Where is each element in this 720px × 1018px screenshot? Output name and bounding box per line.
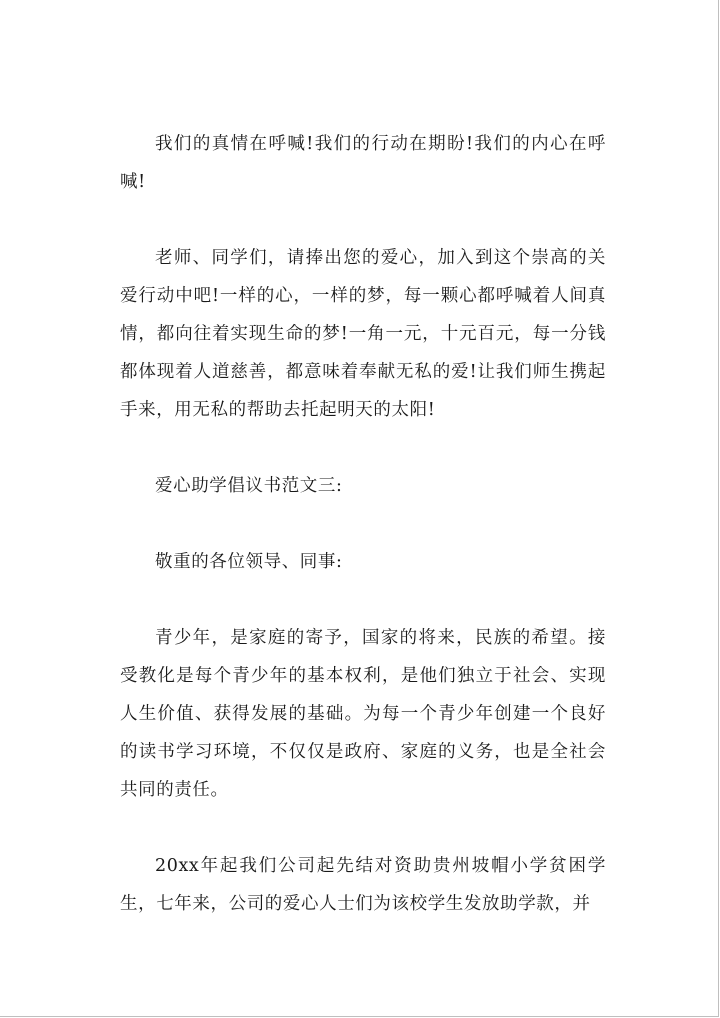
paragraph-gap [120, 201, 606, 239]
paragraph-gap [120, 505, 606, 543]
paragraph-call-to-heart: 我们的真情在呼喊!我们的行动在期盼!我们的内心在呼喊! [120, 134, 606, 192]
section-heading: 爱心助学倡议书范文三: [155, 476, 343, 496]
paragraph-appeal-teachers-students: 老师、同学们，请捧出您的爱心，加入到这个崇高的关爱行动中吧!一样的心，一样的梦，每一颗心都呼喊着人间真情，都向往着实现生命的梦!一角一元，十元百元，每一分钱都体现着人道慈善，都意味着奉献无私的爱!让我们师生携起手来，用无私的帮助去托起明天的太阳! [120, 248, 606, 420]
document-body [120, 125, 606, 923]
salutation: 敬重的各位领导、同事: [155, 552, 343, 572]
paragraph-gap [120, 429, 606, 467]
paragraph-youth-education: 青少年，是家庭的寄予，国家的将来，民族的希望。接受教化是每个青少年的基本权利，是他们独立于社会、实现人生价值、获得发展的基础。为每一个青少年创建一个良好的读书学习环境，不仅仅是政府、家庭的义务，也是全社会共同的责任。 [120, 628, 606, 800]
paragraph-company-sponsorship: 20xx年起我们公司起先结对资助贵州坡帽小学贫困学生，七年来，公司的爱心人士们为该校学生发放助学款，并 [120, 856, 606, 914]
paragraph-gap [120, 809, 606, 847]
paragraph-gap [120, 581, 606, 619]
